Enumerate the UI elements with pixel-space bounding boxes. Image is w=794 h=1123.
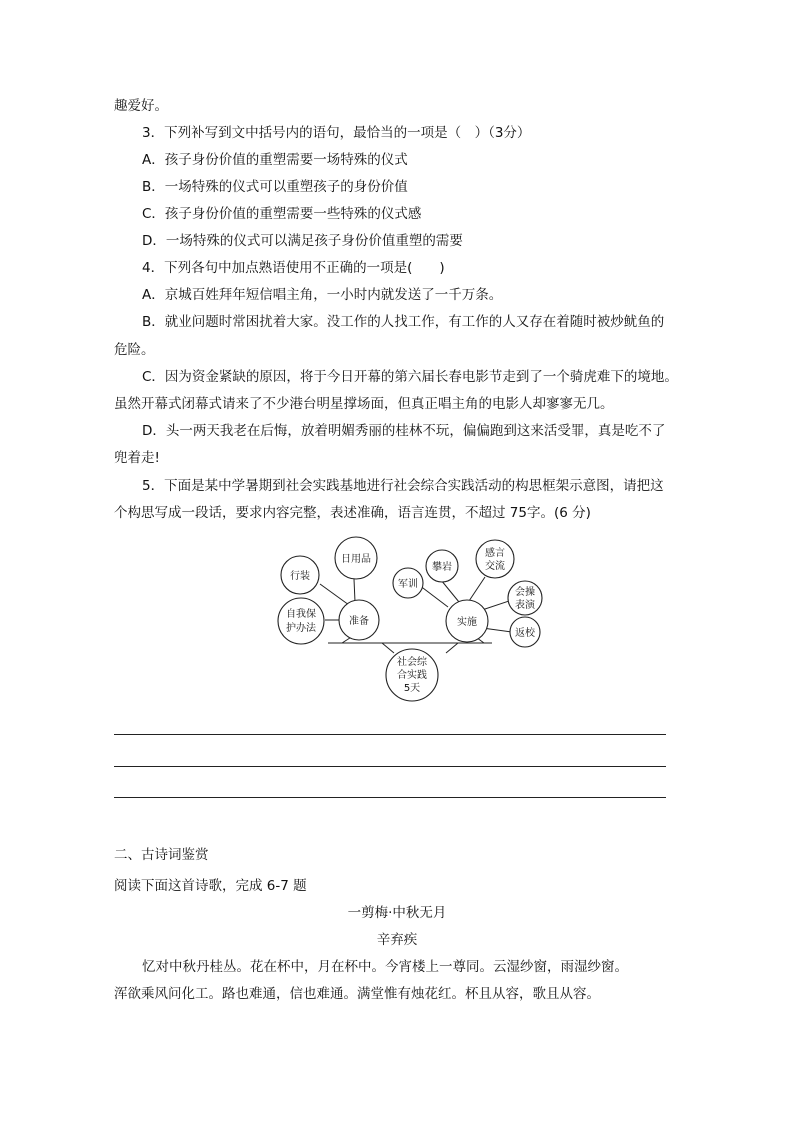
question-5-stem: 5．下面是某中学暑期到社会实践基地进行社会综合实践活动的构思框架示意图，请把这 bbox=[142, 478, 664, 494]
top-fragment: 趣爱好。 bbox=[114, 98, 168, 114]
answer-line[interactable] bbox=[114, 797, 666, 798]
root-label-3: 5天 bbox=[403, 683, 421, 694]
question-4-option-c-cont: 虽然开幕式闭幕式请来了不少港台明星撑场面，但真正唱主角的电影人却寥寥无几。 bbox=[114, 396, 614, 412]
self-protect-label-1: 自我保 bbox=[286, 609, 316, 620]
question-4-option-d-cont: 兜着走! bbox=[114, 450, 160, 466]
question-4-option-d: D．头一两天我老在后悔，放着明媚秀丽的桂林不玩，偏偏跑到这来活受罪，真是吃不了 bbox=[142, 423, 666, 439]
training-label: 军训 bbox=[398, 579, 418, 590]
question-4-stem: 4．下列各句中加点熟语使用不正确的一项是( ) bbox=[142, 260, 445, 276]
question-3-option-c: C．孩子身份价值的重塑需要一些特殊的仪式感 bbox=[142, 206, 422, 222]
show-label-1: 会操 bbox=[515, 587, 535, 598]
section-intro: 阅读下面这首诗歌，完成 6-7 题 bbox=[114, 878, 307, 894]
poem-line: 浑欲乘风问化工。路也难通，信也难通。满堂惟有烛花红。杯且从容，歌且从容。 bbox=[114, 986, 600, 1002]
question-3-option-a: A．孩子身份价值的重塑需要一场特殊的仪式 bbox=[142, 152, 408, 168]
question-4-option-b-cont: 危险。 bbox=[114, 342, 155, 358]
section-heading: 二、古诗词鉴赏 bbox=[114, 847, 209, 863]
root-label-2: 合实践 bbox=[397, 670, 427, 681]
question-3-option-d: D．一场特殊的仪式可以满足孩子身份价值重塑的需要 bbox=[142, 233, 463, 249]
question-3-option-b: B．一场特殊的仪式可以重塑孩子的身份价值 bbox=[142, 179, 408, 195]
concept-diagram bbox=[270, 535, 560, 705]
impl-label: 实施 bbox=[457, 617, 477, 628]
poem-author: 辛弃疾 bbox=[376, 932, 418, 948]
self-protect-label-2: 护办法 bbox=[286, 623, 316, 634]
root-label-1: 社会综 bbox=[397, 657, 427, 668]
exchange-label-2: 交流 bbox=[485, 561, 505, 572]
question-3-stem: 3．下列补写到文中括号内的语句，最恰当的一项是（ ）（3分） bbox=[142, 125, 531, 141]
question-4-option-b: B．就业问题时常困扰着大家。没工作的人找工作，有工作的人又存在着随时被炒鱿鱼的 bbox=[142, 314, 665, 330]
answer-line[interactable] bbox=[114, 766, 666, 767]
show-label-2: 表演 bbox=[515, 600, 535, 611]
self-protect-node bbox=[278, 598, 324, 644]
question-4-option-a: A．京城百姓拜年短信唱主角，一小时内就发送了一千万条。 bbox=[142, 287, 503, 303]
question-5-stem-cont: 个构思写成一段话，要求内容完整，表述准确，语言连贯，不超过 75字。(6 分) bbox=[114, 505, 591, 521]
return-label: 返校 bbox=[515, 628, 535, 639]
prep-label: 准备 bbox=[349, 616, 369, 627]
poem-title: 一剪梅·中秋无月 bbox=[347, 905, 447, 921]
climbing-label: 攀岩 bbox=[432, 562, 452, 573]
answer-line[interactable] bbox=[114, 734, 666, 735]
daily-label: 日用品 bbox=[341, 554, 371, 565]
question-4-option-c: C．因为资金紧缺的原因，将于今日开幕的第六届长春电影节走到了一个骑虎难下的境地。 bbox=[142, 369, 678, 385]
poem-line: 忆对中秋丹桂丛。花在杯中，月在杯中。今宵楼上一尊同。云湿纱窗，雨湿纱窗。 bbox=[142, 959, 628, 975]
exchange-label-1: 感言 bbox=[485, 548, 505, 559]
exchange-node bbox=[476, 540, 514, 578]
luggage-label: 行装 bbox=[290, 571, 310, 582]
